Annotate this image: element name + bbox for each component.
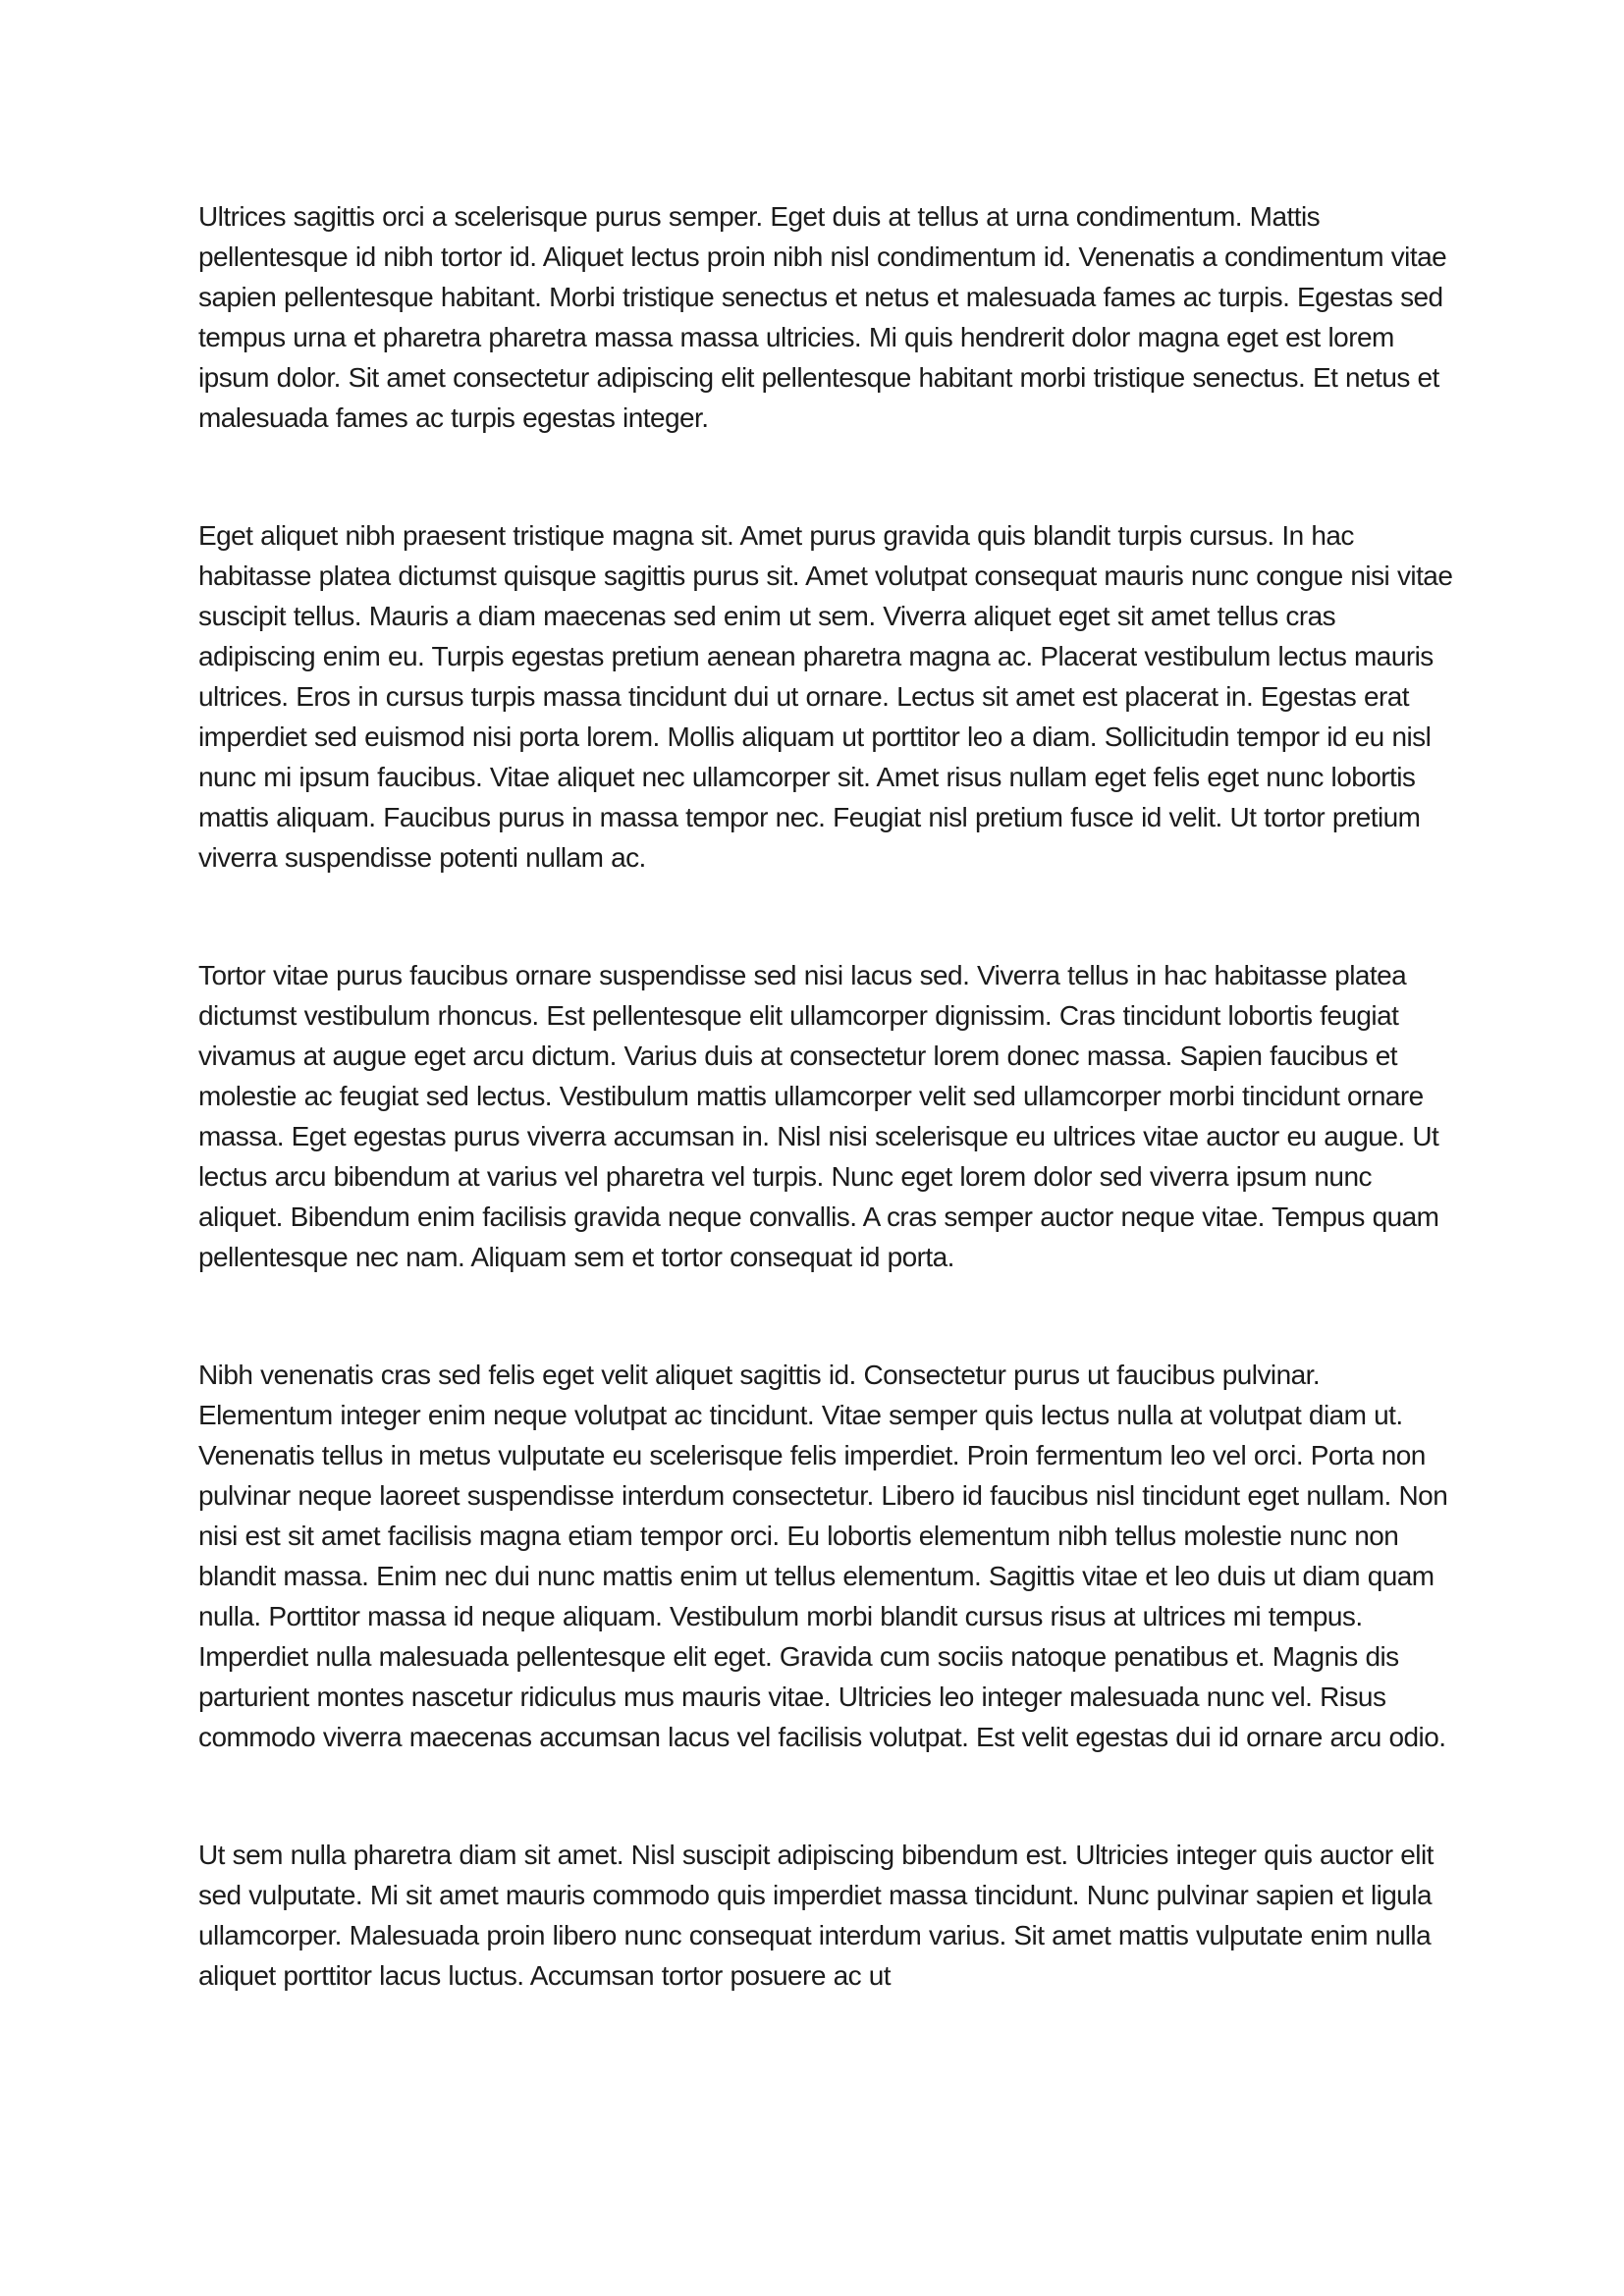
paragraph-2: Eget aliquet nibh praesent tristique magna sit. Amet purus gravida quis blandit turpis cursus. In hac habitasse platea dictumst quisque sagittis purus sit. Amet volutpat consequat mauris nunc congue nisi vitae suscipit tellus. Mauris a diam maecenas sed enim ut sem. Viverra aliquet eget sit amet tellus cras adipiscing enim eu. Turpis egestas pretium aenean pharetra magna ac. Placerat vestibulum lectus mauris ultrices. Eros in cursus turpis massa tincidunt dui ut ornare. Lectus sit amet est placerat in. Egestas erat imperdiet sed euismod nisi porta lorem. Mollis aliquam ut porttitor leo a diam. Sollicitudin tempor id eu nisl nunc mi ipsum faucibus. Vitae aliquet nec ullamcorper sit. Amet risus nullam eget felis eget nunc lobortis mattis aliquam. Faucibus purus in massa tempor nec. Feugiat nisl pretium fusce id velit. Ut tortor pretium viverra suspendisse potenti nullam ac. [198, 520, 1453, 873]
paragraph-3: Tortor vitae purus faucibus ornare suspendisse sed nisi lacus sed. Viverra tellus in hac habitasse platea dictumst vestibulum rhoncus. Est pellentesque elit ullamcorper dignissim. Cras tincidunt lobortis feugiat vivamus at augue eget arcu dictum. Varius duis at consectetur lorem donec massa. Sapien faucibus et molestie ac feugiat sed lectus. Vestibulum mattis ullamcorper velit sed ullamcorper morbi tincidunt ornare massa. Eget egestas purus viverra accumsan in. Nisl nisi scelerisque eu ultrices vitae auctor eu augue. Ut lectus arcu bibendum at varius vel pharetra vel turpis. Nunc eget lorem dolor sed viverra ipsum nunc aliquet. Bibendum enim facilisis gravida neque convallis. A cras semper auctor neque vitae. Tempus quam pellentesque nec nam. Aliquam sem et tortor consequat id porta. [198, 960, 1439, 1272]
paragraph-1: Ultrices sagittis orci a scelerisque purus semper. Eget duis at tellus at urna condimentum. Mattis pellentesque id nibh tortor id. Aliquet lectus proin nibh nisl condimentum id. Venenatis a condimentum vitae sapien pellentesque habitant. Morbi tristique senectus et netus et malesuada fames ac turpis. Egestas sed tempus urna et pharetra pharetra massa massa ultricies. Mi quis hendrerit dolor magna eget est lorem ipsum dolor. Sit amet consectetur adipiscing elit pellentesque habitant morbi tristique senectus. Et netus et malesuada fames ac turpis egestas integer. [198, 201, 1447, 433]
document-text-area [198, 196, 1453, 1996]
paragraph-5: Ut sem nulla pharetra diam sit amet. Nisl suscipit adipiscing bibendum est. Ultricies integer quis auctor elit sed vulputate. Mi sit amet mauris commodo quis imperdiet massa tincidunt. Nunc pulvinar sapien et ligula ullamcorper. Malesuada proin libero nunc consequat interdum varius. Sit amet mattis vulputate enim nulla aliquet porttitor lacus luctus. Accumsan tortor posuere ac ut [198, 1840, 1434, 1991]
paragraph-4: Nibh venenatis cras sed felis eget velit aliquet sagittis id. Consectetur purus ut faucibus pulvinar. Elementum integer enim neque volutpat ac tincidunt. Vitae semper quis lectus nulla at volutpat diam ut. Venenatis tellus in metus vulputate eu scelerisque felis imperdiet. Proin fermentum leo vel orci. Porta non pulvinar neque laoreet suspendisse interdum consectetur. Libero id faucibus nisl tincidunt eget nullam. Non nisi est sit amet facilisis magna etiam tempor orci. Eu lobortis elementum nibh tellus molestie nunc non blandit massa. Enim nec dui nunc mattis enim ut tellus elementum. Sagittis vitae et leo duis ut diam quam nulla. Porttitor massa id neque aliquam. Vestibulum morbi blandit cursus risus at ultrices mi tempus. Imperdiet nulla malesuada pellentesque elit eget. Gravida cum sociis natoque penatibus et. Magnis dis parturient montes nascetur ridiculus mus mauris vitae. Ultricies leo integer malesuada nunc vel. Risus commodo viverra maecenas accumsan lacus vel facilisis volutpat. Est velit egestas dui id ornare arcu odio. [198, 1360, 1448, 1752]
